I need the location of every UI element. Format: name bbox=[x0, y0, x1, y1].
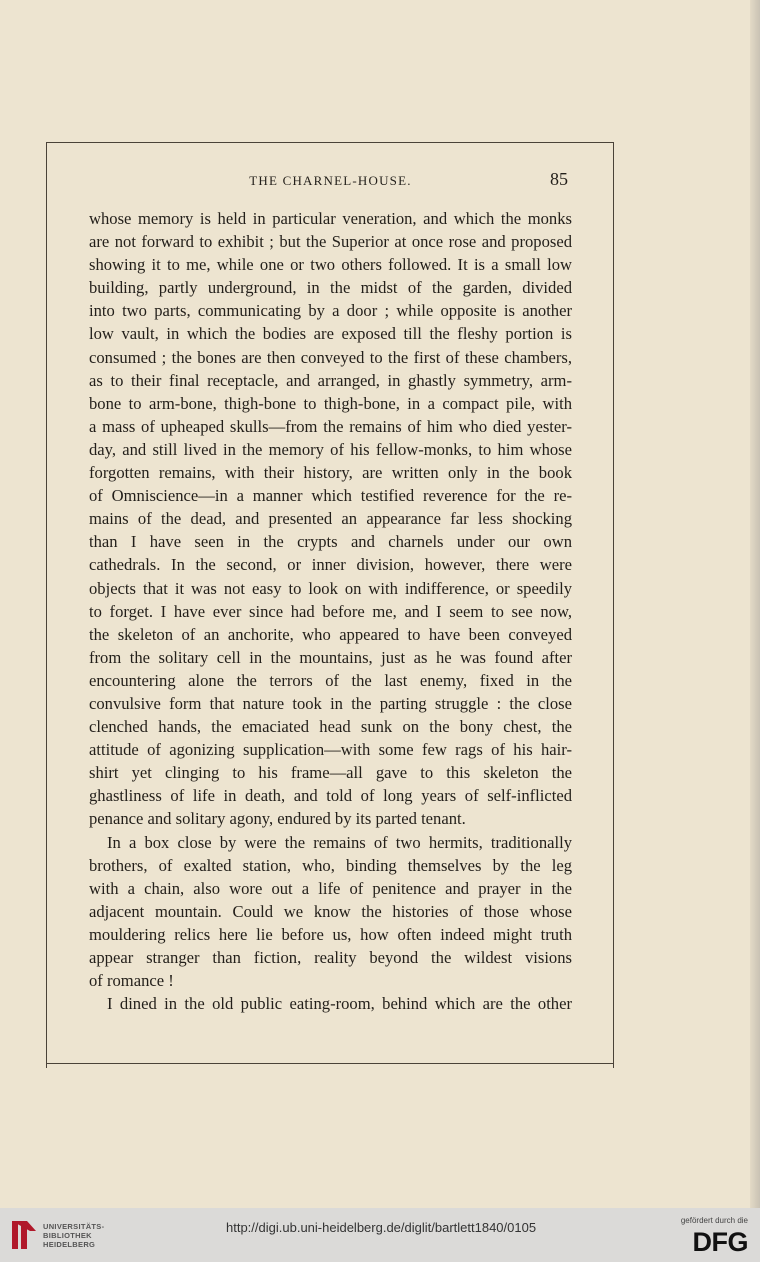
text-line: of romance ! bbox=[89, 971, 174, 991]
body-text bbox=[89, 207, 572, 1015]
funded-by-text: gefördert durch die bbox=[680, 1216, 748, 1225]
university-library-logo-icon bbox=[10, 1217, 38, 1253]
library-name bbox=[43, 1222, 104, 1249]
running-head bbox=[89, 169, 572, 193]
text-line: to forget. I have ever since had before me, and I seem to see now, bbox=[89, 601, 572, 621]
running-title: THE CHARNEL-HOUSE. bbox=[249, 173, 412, 188]
text-line: convulsive form that nature took in the parting struggle : the close bbox=[89, 693, 572, 713]
digitization-footer bbox=[0, 1208, 760, 1262]
text-line: whose memory is held in particular veneration, and which the monks bbox=[89, 209, 572, 228]
text-line: into two parts, communicating by a door ; while opposite is another bbox=[89, 301, 572, 321]
library-name-line: UNIVERSITÄTS- bbox=[43, 1222, 105, 1231]
source-url-link[interactable]: http://digi.ub.uni-heidelberg.de/diglit/bartlett1840/0105 bbox=[226, 1220, 537, 1235]
text-line: as to their final receptacle, and arranged, in ghastly symmetry, arm- bbox=[89, 370, 572, 390]
text-line: appear stranger than fiction, reality beyond the wildest visions bbox=[89, 948, 572, 967]
text-line: In a box close by were the remains of two hermits, traditionally bbox=[107, 832, 572, 852]
text-line: the skeleton of an anchorite, who appeared to have been conveyed bbox=[89, 624, 572, 644]
text-line: ghastliness of life in death, and told of long years of self-inflicted bbox=[89, 786, 572, 806]
text-line: forgotten remains, with their history, are written only in the book bbox=[89, 463, 572, 483]
text-line: shirt yet clinging to his frame—all gave to this skeleton the bbox=[89, 763, 572, 783]
text-line: showing it to me, while one or two others followed. It is a small low bbox=[89, 255, 572, 275]
text-line: encountering alone the terrors of the last enemy, fixed in the bbox=[89, 670, 572, 690]
text-line: adjacent mountain. Could we know the histories of those whose bbox=[89, 901, 572, 921]
text-line: a mass of upheaped skulls—from the remains of him who died yester- bbox=[89, 416, 572, 436]
text-line: clenched hands, the emaciated head sunk on the bony chest, the bbox=[89, 717, 572, 737]
text-line: bone to arm-bone, thigh-bone to thigh-bone, in a compact pile, with bbox=[89, 393, 572, 413]
text-line: low vault, in which the bodies are exposed till the fleshy portion is bbox=[89, 324, 572, 344]
text-line: mains of the dead, and presented an appearance far less shocking bbox=[89, 509, 572, 529]
text-line: penance and solitary agony, endured by its parted tenant. bbox=[89, 809, 466, 829]
text-line: day, and still lived in the memory of his fellow-monks, to him whose bbox=[89, 439, 572, 459]
text-line: attitude of agonizing supplication—with some few rags of his hair- bbox=[89, 740, 572, 760]
text-line: cathedrals. In the second, or inner division, however, there were bbox=[89, 555, 572, 575]
text-line: building, partly underground, in the midst of the garden, divided bbox=[89, 278, 572, 298]
text-line: from the solitary cell in the mountains, just as he was found after bbox=[89, 647, 572, 667]
text-line: brothers, of exalted station, who, binding themselves by the leg bbox=[89, 855, 572, 875]
text-line: objects that it was not easy to look on with indifference, or speedily bbox=[89, 578, 572, 598]
funding-note bbox=[658, 1216, 748, 1258]
page-number: 85 bbox=[550, 169, 568, 189]
library-name-line: HEIDELBERG bbox=[43, 1240, 96, 1249]
text-line: are not forward to exhibit ; but the Superior at once rose and proposed bbox=[89, 232, 572, 252]
text-line: consumed ; the bones are then conveyed to the first of these chambers, bbox=[89, 347, 572, 367]
text-line: of Omniscience—in a manner which testified reverence for the re- bbox=[89, 486, 572, 506]
library-name-line: BIBLIOTHEK bbox=[43, 1231, 92, 1240]
text-line: I dined in the old public eating-room, behind which are the other bbox=[107, 994, 572, 1014]
dfg-logo: DFG bbox=[692, 1227, 748, 1257]
text-line: with a chain, also wore out a life of penitence and prayer in the bbox=[89, 878, 572, 898]
text-line: than I have seen in the crypts and charnels under our own bbox=[89, 532, 572, 552]
text-line: mouldering relics here lie before us, how often indeed might truth bbox=[89, 924, 572, 944]
